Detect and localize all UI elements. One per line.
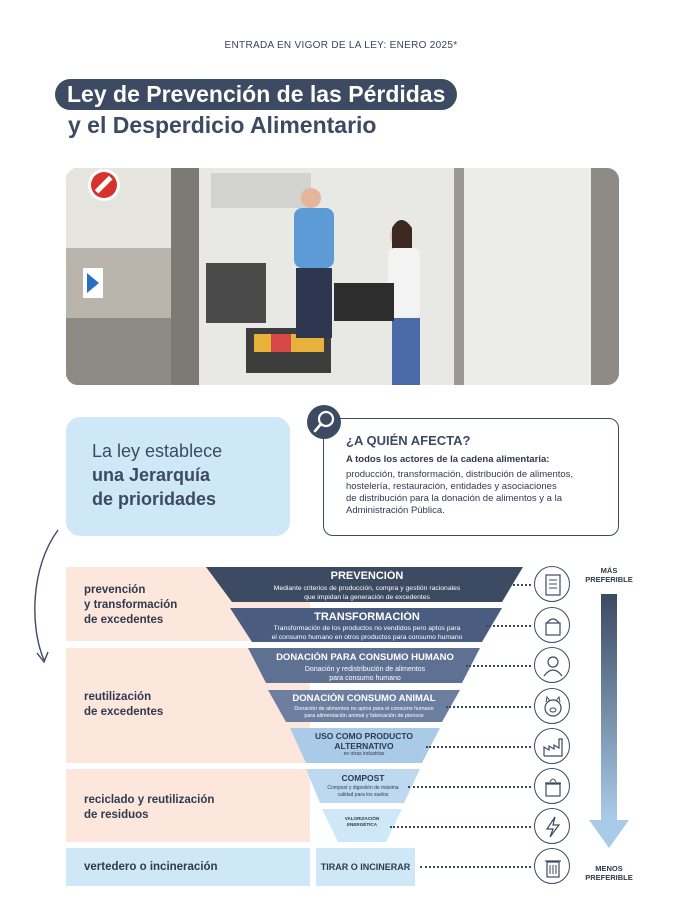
connector	[426, 746, 531, 748]
level-energy	[330, 816, 394, 828]
level-desc: calidad para los suelos	[337, 792, 389, 798]
level-title: VALORIZACIÓN	[344, 816, 380, 821]
connector	[420, 866, 531, 868]
level-desc: Compost y digestión de máxima	[327, 785, 399, 791]
category-label: reutilización	[84, 691, 152, 703]
level-desc: Transformación de los productos no vendidos pero aptos para	[273, 625, 461, 632]
factory-icon	[534, 728, 570, 764]
category-label: vertedero o incineración	[84, 861, 218, 873]
category-label: de excedentes	[84, 706, 164, 718]
level-human-donation	[258, 652, 472, 683]
energy-icon	[534, 808, 570, 844]
level-prevention	[222, 570, 512, 602]
afecta-line-2: hostelería, restauración, entidades y asociaciones	[346, 481, 557, 492]
scale-text: MÁS	[600, 566, 618, 575]
callout-line-1: La ley establece	[92, 441, 223, 461]
connector	[466, 665, 531, 667]
level-desc: para consumo humano	[329, 675, 401, 682]
scale-bottom-label	[574, 864, 644, 882]
category-label: prevención	[84, 584, 146, 596]
connector	[408, 786, 531, 788]
trash-icon	[534, 848, 570, 884]
level-desc: Donación de alimentos no aptos para el consumo humano	[294, 706, 434, 712]
afecta-line-1: producción, transformación, distribución de alimentos,	[346, 469, 574, 480]
scale-text: MENOS	[595, 864, 623, 873]
connector	[390, 826, 531, 828]
checklist-icon	[534, 566, 570, 602]
scale-text: PREFERIBLE	[585, 575, 633, 584]
callout-line-2: una Jerarquía	[92, 465, 211, 485]
afecta-line-4: Administración Pública.	[346, 505, 445, 516]
scale-text: PREFERIBLE	[585, 873, 633, 882]
level-title: DONACIÓN CONSUMO ANIMAL	[292, 693, 436, 704]
level-title: DONACIÓN PARA CONSUMO HUMANO	[276, 652, 454, 663]
level-title: COMPOST	[341, 773, 385, 783]
pig-icon	[534, 688, 570, 724]
level-title: ALTERNATIVO	[334, 741, 394, 751]
effective-date: ENTRADA EN VIGOR DE LA LEY: ENERO 2025*	[224, 40, 458, 51]
level-compost	[312, 773, 414, 799]
category-label: reciclado y reutilización	[84, 794, 215, 806]
level-title: USO COMO PRODUCTO	[314, 731, 414, 741]
page-title: Ley de Prevención de las Pérdidas	[55, 79, 457, 110]
level-desc: Mediante criterios de producción, compra y gestión racionales	[273, 585, 461, 592]
category-label: de residuos	[84, 809, 149, 821]
level-desc: en otras industrias	[343, 751, 385, 757]
level-title: TRANSFORMACIÓN	[314, 611, 420, 623]
connector	[446, 706, 531, 708]
compost-bin-icon	[534, 768, 570, 804]
level-desc: que impidan la generación de excedentes	[304, 594, 430, 601]
category-label: y transformación	[84, 599, 178, 611]
afecta-title: ¿A QUIÉN AFECTA?	[346, 433, 471, 448]
level-desc: Donación y redistribución de alimentos	[304, 666, 426, 673]
level-desc: el consumo humano en otros productos para consumo humano	[271, 634, 463, 641]
level-title: ENERGÉTICA	[346, 822, 378, 827]
afecta-lead: A todos los actores de la cadena alimentaria:	[346, 454, 550, 465]
person-icon	[534, 647, 570, 683]
scale-top-label	[574, 566, 644, 584]
page-subtitle: y el Desperdicio Alimentario	[68, 112, 377, 138]
connector	[505, 584, 531, 586]
level-alt-product	[298, 731, 430, 758]
afecta-line-3: de distribución para la donación de alimentos y a la	[346, 493, 562, 504]
level-transformation	[240, 611, 494, 642]
level-animal-donation	[276, 693, 452, 720]
callout-line-3: de prioridades	[92, 489, 217, 509]
preference-arrow-icon	[586, 590, 632, 852]
level-title: PREVENCIÓN	[330, 570, 404, 582]
category-label: de excedentes	[84, 614, 164, 626]
transform-icon	[534, 607, 570, 643]
connector	[486, 625, 531, 627]
level-discard: TIRAR O INCINERAR	[316, 848, 415, 886]
level-desc: para alimentación animal y fabricación de piensos	[304, 713, 424, 719]
